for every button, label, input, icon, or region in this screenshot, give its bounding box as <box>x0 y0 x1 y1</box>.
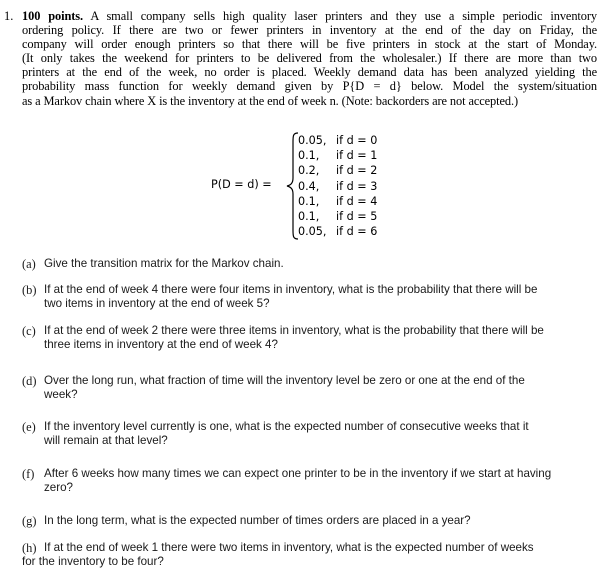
intro-line: company will order enough printers so that there will be five printers in stock at the start of Monday. <box>22 37 597 52</box>
pmf-row: 0.1, if d = 4 <box>298 194 378 208</box>
intro-line: ordering policy. If there are two or fewer printers in inventory at the end of the day on Friday, the <box>22 23 597 38</box>
part-text: After 6 weeks how many times we can expect one printer to be in the inventory if we start at having zero? <box>44 467 552 495</box>
intro-line: 100 points. A small company sells high quality laser printers and they use a simple periodic inventory <box>22 9 597 23</box>
part-text: Over the long run, what fraction of time will the inventory level be zero or one at the end of the week? <box>44 374 525 402</box>
part-text: If the inventory level currently is one, what is the expected number of consecutive weeks that it will remain at that level? <box>44 420 529 448</box>
part-label: (g) <box>22 514 37 528</box>
problem-intro <box>22 9 597 108</box>
points-label: 100 points. <box>22 9 84 23</box>
intro-line: printers at the end of the week, no order is placed. Weekly demand data has been analyzed yielding the <box>22 65 597 80</box>
problem-number: 1. <box>4 9 14 23</box>
pmf-lhs: P(D = d) = <box>211 178 272 191</box>
part-label: (e) <box>22 420 36 434</box>
pmf-row: 0.1, if d = 1 <box>298 149 378 163</box>
part-text: If at the end of week 1 there were two items in inventory, what is the expected number of weeks for the inventory to be four? <box>22 541 534 569</box>
part-label: (d) <box>22 374 37 388</box>
pmf-row: 0.4, if d = 3 <box>298 179 378 193</box>
part-label: (c) <box>22 324 36 338</box>
pmf-row: 0.2, if d = 2 <box>298 164 378 178</box>
demand-pmf <box>211 124 431 242</box>
part-text: If at the end of week 4 there were four items in inventory, what is the probability that there will be two items in inventory at the end of week 5? <box>44 283 538 311</box>
part-text: In the long term, what is the expected number of times orders are placed in a year? <box>44 514 471 527</box>
part-text: If at the end of week 2 there were three items in inventory, what is the probability that there will be three items in inventory at the end of week 4? <box>44 324 544 352</box>
part-text: Give the transition matrix for the Markov chain. <box>44 257 284 270</box>
pmf-row: 0.1, if d = 5 <box>298 209 378 223</box>
pmf-rows <box>298 133 377 239</box>
part-label: (a) <box>22 257 36 271</box>
intro-line: (It only takes the weekend for printers to be delivered from the wholesaler.) If there are more than two <box>22 51 597 66</box>
pmf-row: 0.05, if d = 6 <box>298 225 378 239</box>
pmf-row: 0.05, if d = 0 <box>298 134 378 147</box>
intro-line: as a Markov chain where X is the inventory at the end of week n. (Note: backorders are not accepted.) <box>22 93 518 108</box>
part-label: (f) <box>22 467 35 481</box>
intro-line: probability mass function for weekly demand given by P{D = d} below. Model the system/situation <box>22 79 597 94</box>
part-label: (b) <box>22 283 37 297</box>
part-label: (h) <box>22 541 37 555</box>
